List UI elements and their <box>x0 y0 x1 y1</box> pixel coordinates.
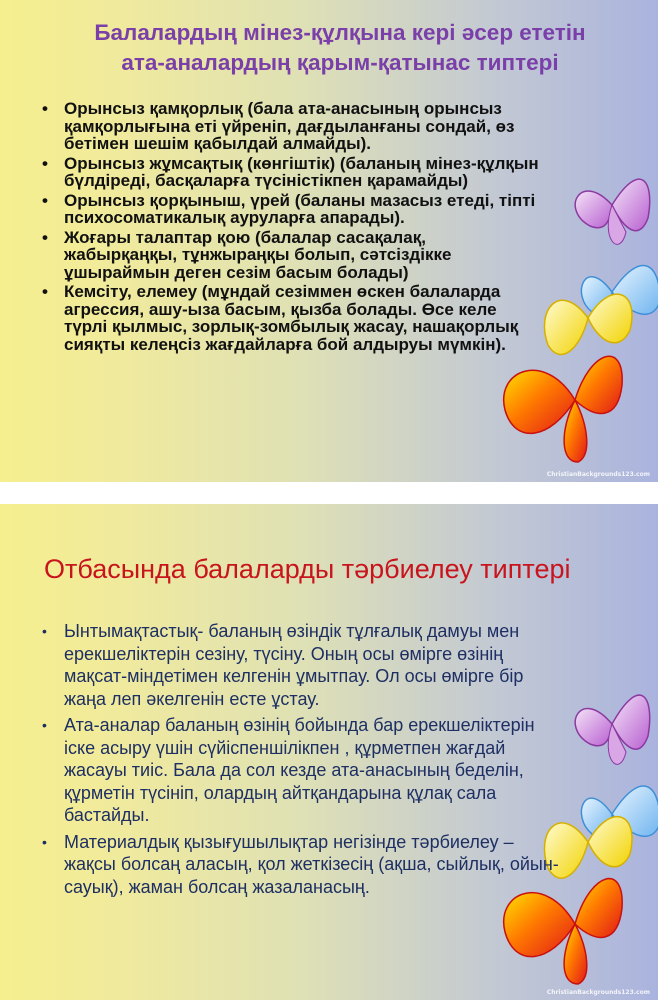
list-item: • Ата-аналар баланың өзінің бойында бар ерекшеліктерін іске асыру үшін сүйіспеншілікпен , құрметпен жағдай жасауы тиіс. Бала да сол кезде ата-анасының беделін, құрметін түсініп, олардың айтқандарына құлақ сала бастайды. <box>40 714 560 827</box>
list-item: • Ынтымақтастық- баланың өзіндік тұлғалық дамуы мен ерекшеліктерін сезіну, түсіну. Оның осы өмірге өзінің мақсат-міндетімен келгенін ұмытпау. Ол осы өмірге бір жаңа леп әкелгенін есте ұстау. <box>40 620 560 710</box>
list-item: • Орынсыз жұмсақтық (көнгіштік) (баланың мінез-құлқын бүлдіреді, басқаларға түсіністікпен қарамайды) <box>40 155 540 190</box>
list-item: • Кемсіту, елемеу (мұндай сезіммен өскен балаларда агрессия, ашу-ыза басым, қызба болады. Өсе келе түрлі қылмыс, зорлық-зомбылық жасау, нашақорлық сияқты келеңсіз жағдайларға бой алдыруы мүмкін). <box>40 283 540 353</box>
slide-1-title-line-2: ата-аналардың қарым-қатынас типтері <box>121 50 559 75</box>
list-item: • Орынсыз қорқыныш, үрей (баланы мазасыз етеді, тіпті психосоматикалық ауруларға апарады). <box>40 192 540 227</box>
slide-1-bullet-list <box>40 100 540 355</box>
butterfly-red-icon <box>504 356 622 462</box>
list-item: • Жоғары талаптар қою (балалар сасақалақ, жабырқаңқы, тұнжыраңқы болып, сәтсіздікке ұшыраймын деген сезім басым болады) <box>40 229 540 282</box>
butterfly-purple-icon <box>575 695 649 764</box>
list-item: • Орынсыз қамқорлық (бала ата-анасының орынсыз қамқорлығына еті үйреніп, дағдыланғаны сондай, өз бетімен шешім қабылдай алмайды). <box>40 100 540 153</box>
watermark: ChristianBackgrounds123.com <box>546 471 650 478</box>
butterfly-purple-icon <box>575 179 649 244</box>
slide-1 <box>0 0 658 482</box>
watermark: ChristianBackgrounds123.com <box>546 989 650 996</box>
slide-2-title: Отбасында балаларды тәрбиелеу типтері <box>44 554 571 584</box>
slide-separator <box>0 482 658 504</box>
slide-2-bullet-list <box>40 620 560 902</box>
list-item: • Материалдық қызығушылықтар негізінде тәрбиелеу – жақсы болсаң аласың, қол жеткізесің (ақша, сыйлық, ойын-сауық), жаман болсаң жазаланасың. <box>40 831 560 899</box>
slide-1-title-line-1: Балалардың мінез-құлқына кері әсер ететін <box>94 20 586 45</box>
slide-2 <box>0 504 658 1000</box>
